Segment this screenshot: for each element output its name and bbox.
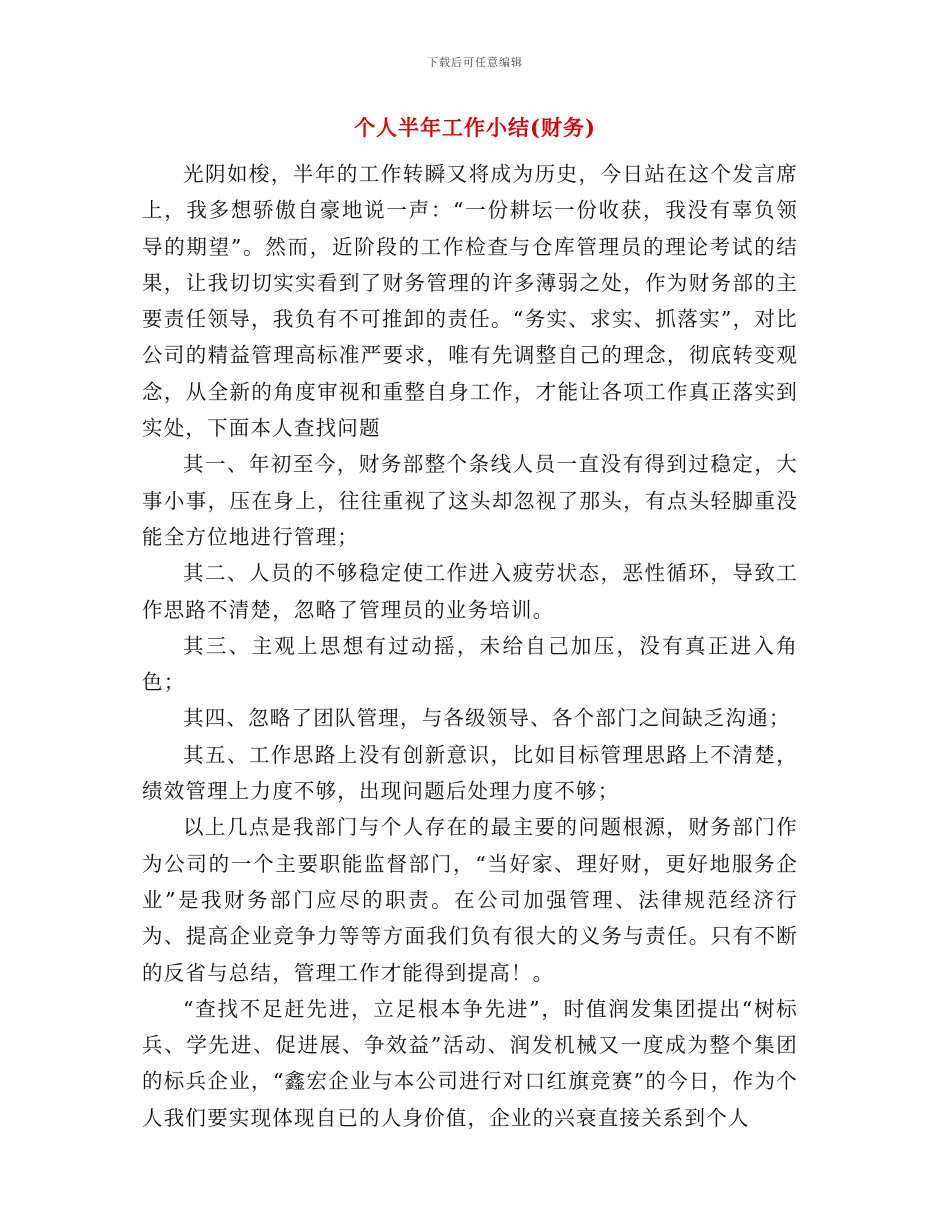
paragraph-issue-2: 其二、人员的不够稳定使工作进入疲劳状态，恶性循环，导致工作思路不清楚，忽略了管理员的业务培训。 xyxy=(142,561,798,622)
header-note: 下载后可任意编辑 xyxy=(427,56,523,69)
document-body xyxy=(142,156,798,1136)
paragraph-issue-3: 其三、主观上思想有过动摇，未给自己加压，没有真正进入角色； xyxy=(142,633,798,695)
paragraph-issue-5: 其五、工作思路上没有创新意识，比如目标管理思路上不清楚，绩效管理上力度不够，出现问题后处理力度不够； xyxy=(142,742,798,804)
paragraph-intro: 光阴如梭，半年的工作转瞬又将成为历史，今日站在这个发言席上，我多想骄傲自豪地说一声：“一份耕坛一份收获，我没有辜负领导的期望”。然而，近阶段的工作检查与仓库管理员的理论考试的结果，让我切切实实看到了财务管理的许多薄弱之处，作为财务部的主要责任领导，我负有不可推卸的责任。“务实、求实、抓落实”，对比公司的精益管理高标准严要求，唯有先调整自己的理念，彻底转变观念，从全新的角度审视和重整自身工作，才能让各项工作真正落实到实处，下面本人查找问题 xyxy=(142,162,798,441)
paragraph-issue-1: 其一、年初至今，财务部整个条线人员一直没有得到过稳定，大事小事，压在身上，往往重视了这头却忽视了那头，有点头轻脚重没能全方位地进行管理； xyxy=(142,452,798,549)
document-title: 个人半年工作小结(财务) xyxy=(354,115,596,140)
paragraph-issue-4: 其四、忽略了团队管理，与各级领导、各个部门之间缺乏沟通； xyxy=(183,706,791,731)
paragraph-summary: 以上几点是我部门与个人存在的最主要的问题根源，财务部门作为公司的一个主要职能监督部门，“当好家、理好财，更好地服务企业”是我财务部门应尽的职责。在公司加强管理、法律规范经济行为、提高企业竞争力等等方面我们负有很大的义务与责任。只有不断的反省与总结，管理工作才能得到提高！。 xyxy=(142,815,798,985)
paragraph-outlook: “查找不足赶先进，立足根本争先进”，时值润发集团提出“树标兵、学先进、促进展、争效益”活动、润发机械又一度成为整个集团的标兵企业，“鑫宏企业与本公司进行对口红旗竞赛”的今日，作为个人我们要实现体现自已的人身价值，企业的兴衰直接关系到个人 xyxy=(142,996,798,1130)
